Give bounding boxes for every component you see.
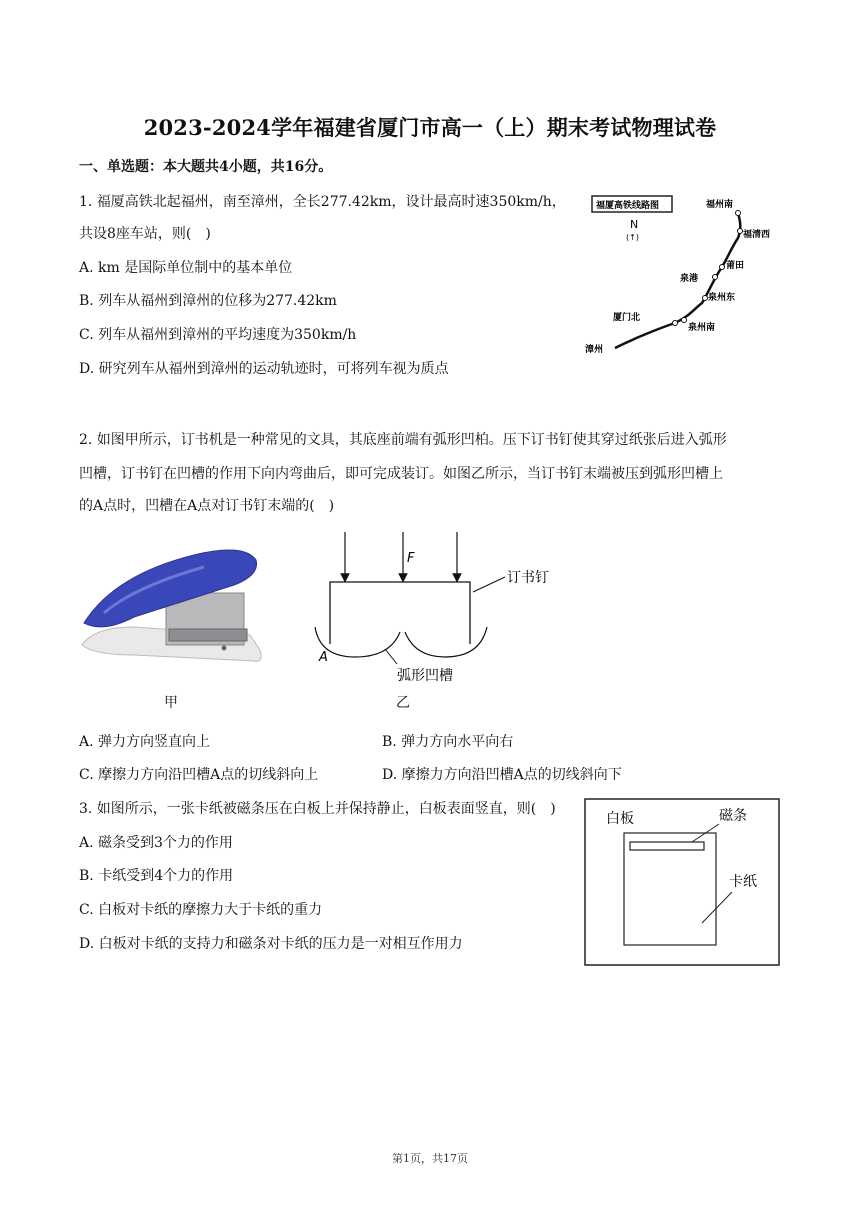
point-a-label: A <box>319 650 328 665</box>
card-leader-line <box>702 892 732 923</box>
q1-stem-line1: 1. 福厦高铁北起福州，南至漳州，全长277.42km，设计最高时速350km/h， <box>79 194 566 210</box>
station-label: 福清西 <box>743 230 771 240</box>
q1-option-d: D. 研究列车从福州到漳州的运动轨迹时，可将列车视为质点 <box>79 361 449 377</box>
q2-option-a: A. 弹力方向竖直向上 <box>79 734 211 750</box>
q3-option-c: C. 白板对卡纸的摩擦力大于卡纸的重力 <box>79 902 323 918</box>
q2-option-c: C. 摩擦力方向沿凹槽A点的切线斜向上 <box>79 767 319 783</box>
magnet-label: 磁条 <box>719 808 747 824</box>
figure-a-label: 甲 <box>164 695 178 711</box>
q3-option-d: D. 白板对卡纸的支持力和磁条对卡纸的压力是一对相互作用力 <box>79 936 463 952</box>
q3-stem: 3. 如图所示，一张卡纸被磁条压在白板上并保持静止，白板表面竖直，则( ) <box>79 801 556 817</box>
staple-diagram-figure <box>305 532 575 692</box>
station-dot <box>720 265 725 270</box>
staple-leader-line <box>473 577 505 592</box>
station-label: 泉港 <box>680 274 699 284</box>
station-dot <box>703 296 708 301</box>
station-label: 莆田 <box>726 261 745 271</box>
railway-map-figure <box>580 188 780 363</box>
groove-leader-line <box>385 649 397 664</box>
q3-option-a: A. 磁条受到3个力的作用 <box>79 835 233 851</box>
north-arrow-icon: (↑) <box>626 233 639 242</box>
staple-label: 订书钉 <box>507 570 549 586</box>
groove-label: 弧形凹槽 <box>397 668 453 684</box>
page-footer: 第1页，共17页 <box>392 1152 468 1165</box>
station-dot <box>713 275 718 280</box>
groove-right <box>405 627 487 657</box>
staple-shape <box>330 582 470 644</box>
north-label: N <box>630 218 639 231</box>
q3-option-b: B. 卡纸受到4个力的作用 <box>79 868 234 884</box>
whiteboard-figure <box>584 798 780 968</box>
station-label: 漳州 <box>585 345 604 355</box>
station-dot <box>736 211 741 216</box>
map-title: 福厦高铁线路图 <box>596 201 660 211</box>
q1-option-b: B. 列车从福州到漳州的位移为277.42km <box>79 293 337 309</box>
section-heading: 一、单选题：本大题共4小题，共16分。 <box>79 159 333 175</box>
station-dot <box>673 321 678 326</box>
magnet-strip <box>630 842 704 850</box>
stapler-figure <box>74 535 266 685</box>
card-label: 卡纸 <box>729 874 757 890</box>
q2-stem-line1: 2. 如图甲所示，订书机是一种常见的文具，其底座前端有弧形凹柏。压下订书钉使其穿过纸张后进入弧形 <box>79 432 727 448</box>
q1-option-a: A. km 是国际单位制中的基本单位 <box>79 260 293 276</box>
station-label: 泉州南 <box>688 323 716 333</box>
station-label: 厦门北 <box>613 313 641 323</box>
q2-stem-line2: 凹槽，订书钉在凹槽的作用下向内弯曲后，即可完成装订。如图乙所示，当订书钉末端被压到弧形凹槽上 <box>79 466 723 482</box>
station-dot <box>738 229 743 234</box>
station-label: 泉州东 <box>708 293 736 303</box>
station-label: 福州南 <box>706 200 734 210</box>
station-dot <box>682 318 687 323</box>
whiteboard-label: 白板 <box>606 811 634 827</box>
q2-stem-line3: 的A点时，凹槽在A点对订书钉末端的( ) <box>79 498 335 514</box>
stapler-screw <box>222 646 227 651</box>
figure-b-label: 乙 <box>396 695 410 711</box>
q2-option-b: B. 弹力方向水平向右 <box>382 734 514 750</box>
q2-option-d: D. 摩擦力方向沿凹槽A点的切线斜向下 <box>382 767 622 783</box>
q1-option-c: C. 列车从福州到漳州的平均速度为350km/h <box>79 327 357 343</box>
force-label: F <box>407 551 415 566</box>
q1-stem-line2: 共设8座车站，则( ) <box>79 226 211 242</box>
page-title: 2023-2024学年福建省厦门市高一（上）期末考试物理试卷 <box>143 115 717 140</box>
stapler-staple-tray <box>169 629 247 641</box>
